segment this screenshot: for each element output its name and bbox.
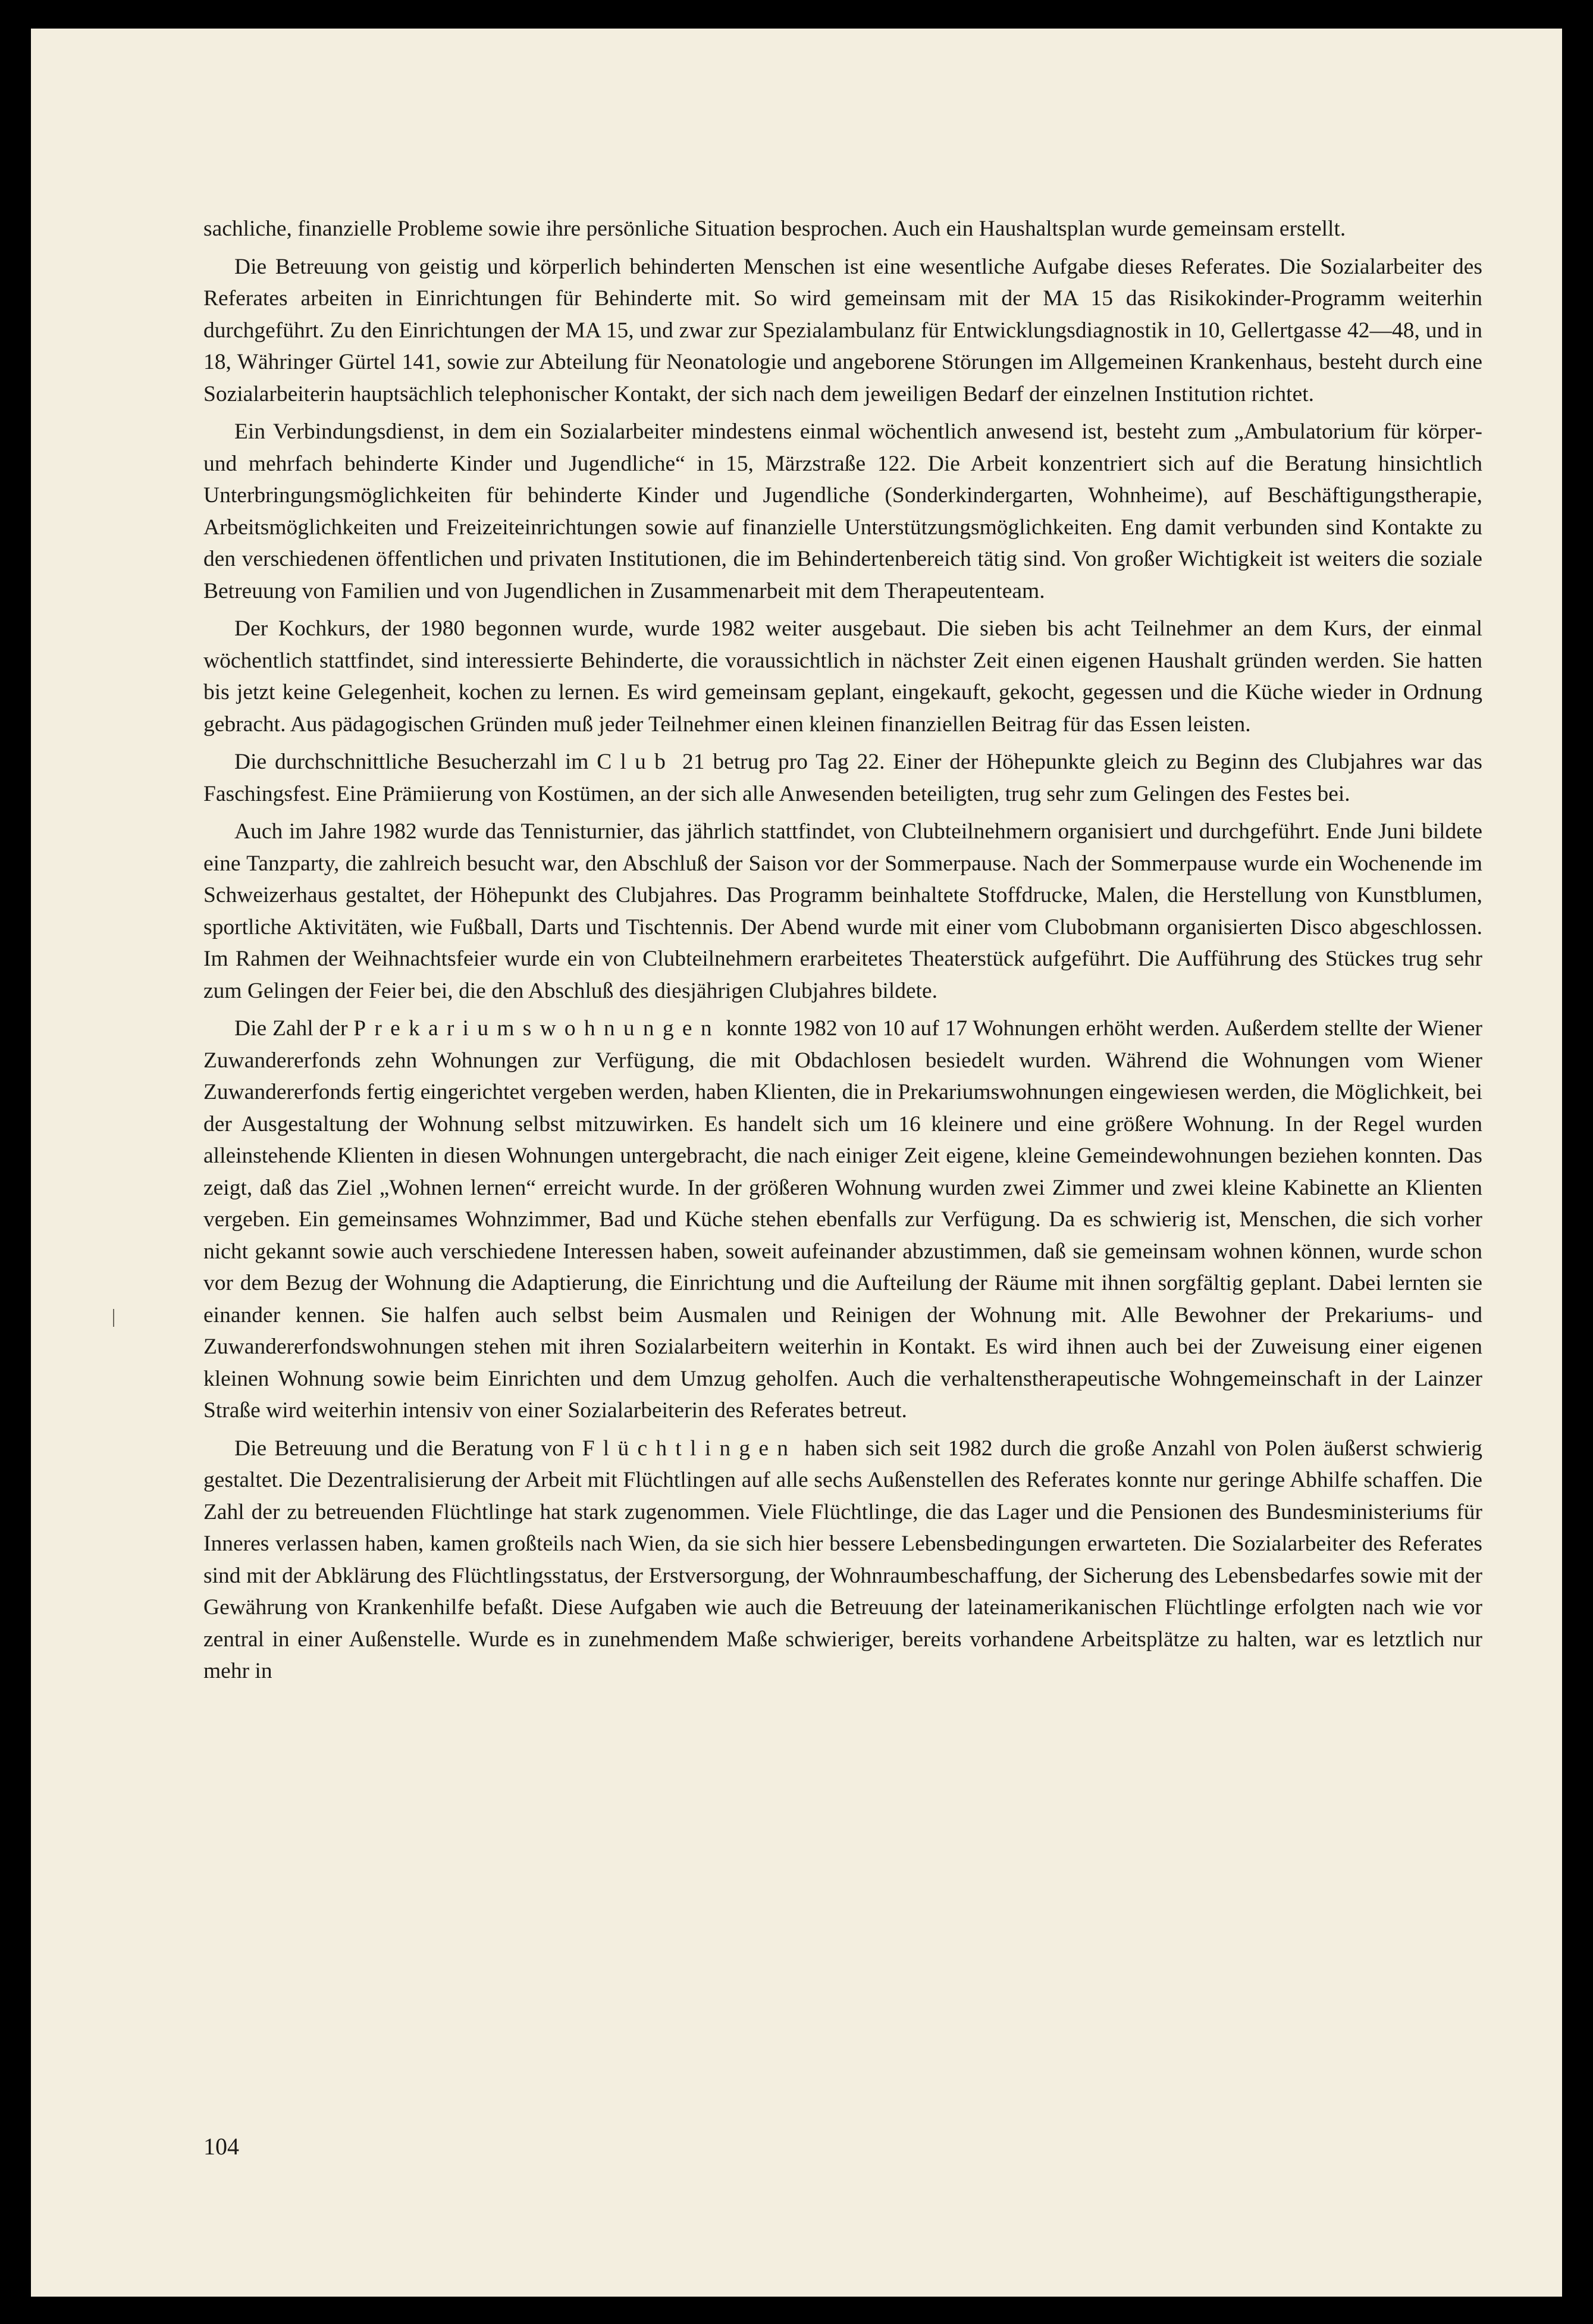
document-page [31,29,1562,2297]
paragraph-3: Ein Verbindungsdienst, in dem ein Sozialarbeiter mindestens einmal wöchentlich anwesend ist, besteht zum „Ambulatorium für körper- und mehrfach behinderte Kinder und Jugendliche“ in 15, Märzstraße 122. Die Arbeit konzentriert sich auf die Beratung hinsichtlich Unterbringungsmöglichkeiten für behinderte Kinder und Jugendliche (Sonderkindergarten, Wohnheime), auf Beschäftigungstherapie, Arbeitsmöglichkeiten und Freizeiteinrichtungen sowie auf finanzielle Unterstützungsmöglichkeiten. Eng damit verbunden sind Kontakte zu den verschiedenen öffentlichen und privaten Institutionen, die im Behindertenbereich tätig sind. Von großer Wichtigkeit ist weiters die soziale Betreuung von Familien und von Jugendlichen in Zusammenarbeit mit dem Therapeutenteam. [203,419,1482,603]
body-text [203,213,1482,1693]
paragraph-8-rest: haben sich seit 1982 durch die große Anzahl von Polen äußerst schwierig gestaltet. Die Dezentralisierung der Arbeit mit Flüchtlingen auf alle sechs Außenstellen des Referates konnte nur geringe Abhilfe schaffen. Die Zahl der zu betreuenden Flüchtlinge hat stark zugenommen. Viele Flüchtlinge, die das Lager und die Pensionen des Bundesministeriums für Inneres verlassen haben, kamen großteils nach Wien, da sie sich hier bessere Lebensbedingungen erwarteten. Die Sozialarbeiter des Referates sind mit der Abklärung des Flüchtlingsstatus, der Erstversorgung, der Wohnraumbeschaffung, der Sicherung des Lebensbedarfes sowie mit der Gewährung von Krankenhilfe befaßt. Diese Aufgaben wie auch die Betreuung der lateinamerikanischen Flüchtlinge erfolgten nach wie vor zentral in einer Außenstelle. Wurde es in zunehmendem Maße schwieriger, bereits vorhandene Arbeitsplätze zu halten, war es letztlich nur mehr in [203,1436,1482,1683]
paragraph-4: Der Kochkurs, der 1980 begonnen wurde, wurde 1982 weiter ausgebaut. Die sieben bis acht Teilnehmer an dem Kurs, der einmal wöchentlich stattfindet, sind interessierte Behinderte, die voraussichtlich in nächster Zeit einen eigenen Haushalt gründen werden. Sie hatten bis jetzt keine Gelegenheit, kochen zu lernen. Es wird gemeinsam geplant, eingekauft, gekocht, gegessen und die Küche wieder in Ordnung gebracht. Aus pädagogischen Gründen muß jeder Teilnehmer einen kleinen finanziellen Beitrag für das Essen leisten. [203,616,1482,737]
paragraph-8-emphasis: Flüchtlingen [582,1436,797,1461]
paragraph-5-rest: 21 betrug pro Tag 22. Einer der Höhepunkte gleich zu Beginn des Clubjahres war das Faschingsfest. Eine Prämiierung von Kostümen, an der sich alle Anwesenden beteiligten, trug sehr zum Gelingen des Festes bei. [203,750,1482,806]
paragraph-5-emphasis: Club [597,750,675,774]
paragraph-8 [203,1433,1482,1687]
paragraph-7 [203,1013,1482,1427]
paragraph-5 [203,746,1482,810]
paragraph-6: Auch im Jahre 1982 wurde das Tennisturnier, das jährlich stattfindet, von Clubteilnehmern organisiert und durchgeführt. Ende Juni bildete eine Tanzparty, die zahlreich besucht war, den Abschluß der Saison vor der Sommerpause. Nach der Sommerpause wurde ein Wochenende im Schweizerhaus gestaltet, der Höhepunkt des Clubjahres. Das Programm beinhaltete Stoffdrucke, Malen, die Herstellung von Kunstblumen, sportliche Aktivitäten, wie Fußball, Darts und Tischtennis. Der Abend wurde mit einer vom Clubobmann organisierten Disco abgeschlossen. Im Rahmen der Weihnachtsfeier wurde ein von Clubteilnehmern erarbeitetes Theaterstück aufgeführt. Die Aufführung des Stückes trug sehr zum Gelingen der Feier bei, die den Abschluß des diesjährigen Clubjahres bildete. [203,819,1482,1003]
paragraph-5-lead: Die durchschnittliche Besucherzahl im [234,750,597,774]
paragraph-7-lead: Die Zahl der [234,1016,354,1041]
paragraph-7-emphasis: Prekariumswohnungen [353,1016,720,1041]
page-number: 104 [203,2133,239,2160]
paragraph-8-lead: Die Betreuung und die Beratung von [234,1436,582,1461]
paragraph-1: sachliche, finanzielle Probleme sowie ihre persönliche Situation besprochen. Auch ein Haushaltsplan wurde gemeinsam erstellt. [203,217,1346,241]
margin-mark [113,1309,114,1327]
paragraph-7-rest: konnte 1982 von 10 auf 17 Wohnungen erhöht werden. Außerdem stellte der Wiener Zuwandererfonds zehn Wohnungen zur Verfügung, die mit Obdachlosen besiedelt wurden. Während die Wohnungen vom Wiener Zuwandererfonds fertig eingerichtet vergeben werden, haben Klienten, die in Prekariumswohnungen eingewiesen werden, die Möglichkeit, bei der Ausgestaltung der Wohnung selbst mitzuwirken. Es handelt sich um 16 kleinere und eine größere Wohnung. In der Regel wurden alleinstehende Klienten in diesen Wohnungen untergebracht, die nach einiger Zeit eigene, kleine Gemeindewohnungen beziehen konnten. Das zeigt, daß das Ziel „Wohnen lernen“ erreicht wurde. In der größeren Wohnung wurden zwei Zimmer und zwei kleine Kabinette an Klienten vergeben. Ein gemeinsames Wohnzimmer, Bad und Küche stehen ebenfalls zur Verfügung. Da es schwierig ist, Menschen, die sich vorher nicht gekannt sowie auch verschiedene Interessen haben, soweit aufeinander abzustimmen, daß sie gemeinsam wohnen können, wurde schon vor dem Bezug der Wohnung die Adaptierung, die Einrichtung und die Aufteilung der Räume mit ihnen sorgfältig geplant. Dabei lernten sie einander kennen. Sie halfen auch selbst beim Ausmalen und Reinigen der Wohnung mit. Alle Bewohner der Prekariums- und Zuwandererfondswohnungen stehen mit ihren Sozialarbeitern weiterhin in Kontakt. Es wird ihnen auch bei der Zuweisung einer eigenen kleinen Wohnung sowie beim Einrichten und dem Umzug geholfen. Auch die verhaltenstherapeutische Wohngemeinschaft in der Lainzer Straße wird weiterhin intensiv von einer Sozialarbeiterin des Referates betreut. [203,1016,1482,1423]
paragraph-2: Die Betreuung von geistig und körperlich behinderten Menschen ist eine wesentliche Aufgabe dieses Referates. Die Sozialarbeiter des Referates arbeiten in Einrichtungen für Behinderte mit. So wird gemeinsam mit der MA 15 das Risikokinder-Programm weiterhin durchgeführt. Zu den Einrichtungen der MA 15, und zwar zur Spezialambulanz für Entwicklungsdiagnostik in 10, Gellertgasse 42—48, und in 18, Währinger Gürtel 141, sowie zur Abteilung für Neonatologie und angeborene Störungen im Allgemeinen Krankenhaus, besteht durch eine Sozialarbeiterin hauptsächlich telephonischer Kontakt, der sich nach dem jeweiligen Bedarf der einzelnen Institution richtet. [203,254,1482,406]
